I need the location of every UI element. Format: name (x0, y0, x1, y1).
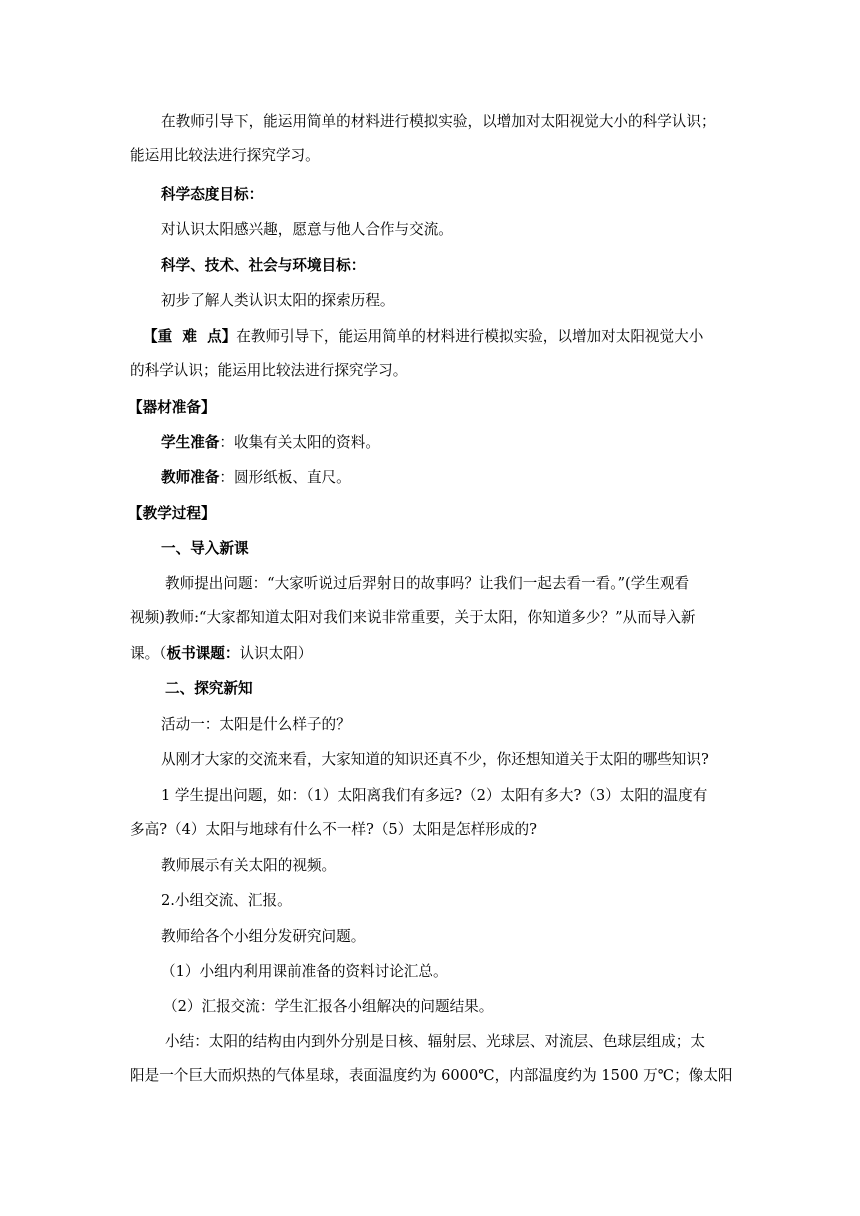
intro-line-2: 视频)教师:“大家都知道太阳对我们来说非常重要，关于太阳，你知道多少？”从而导入新 (130, 609, 696, 626)
intro-line-3 (130, 644, 312, 664)
step2-line: 2.小组交流、汇报。 (161, 892, 292, 909)
intro-line-1: 教师提出问题：“大家听说过后羿射日的故事吗？让我们一起去看一看。”(学生观看 (165, 575, 690, 592)
section1-heading: 一、导入新课 (161, 540, 249, 557)
sub-item-2: （2）汇报交流：学生汇报各小组解决的问题结果。 (163, 998, 494, 1015)
student-prep-line (161, 433, 380, 453)
attitude-text: 对认识太阳感兴趣，愿意与他人合作与交流。 (161, 221, 453, 238)
summary-line-1: 小结：太阳的结构由内到外分别是日核、辐射层、光球层、对流层、色球层组成；太 (165, 1033, 705, 1050)
activity1-title: 活动一：太阳是什么样子的？ (161, 716, 351, 733)
board-title-label: 板书课题： (166, 645, 240, 662)
sts-text: 初步了解人类认识太阳的探索历程。 (161, 292, 395, 309)
student-prep-text: ：收集有关太阳的资料。 (219, 434, 380, 451)
keypoint-line-1 (143, 327, 703, 347)
video-line: 教师展示有关太阳的视频。 (161, 857, 337, 874)
process-heading: 【教学过程】 (128, 505, 216, 522)
summary-line-2: 阳是一个巨大而炽热的气体星球，表面温度约为 6000℃，内部温度约为 1500 万℃；像太阳 (130, 1067, 733, 1084)
materials-heading: 【器材准备】 (128, 399, 216, 416)
objective-paragraph-line-2: 能运用比较法进行探究学习。 (130, 147, 320, 164)
keypoint-line-2: 的科学认识；能运用比较法进行探究学习。 (130, 362, 408, 379)
keypoint-label: 【重 难 点】 (143, 328, 237, 345)
sub-item-1: （1）小组内利用课前准备的资料讨论汇总。 (161, 963, 448, 980)
student-prep-label: 学生准备 (161, 434, 220, 451)
intro-line-3-start: 课。（ (130, 645, 167, 662)
teacher-prep-line (161, 468, 351, 488)
step1-line-1: 1 学生提出问题，如：（1）太阳离我们有多远?（2）太阳有多大?（3）太阳的温度有 (161, 787, 708, 804)
attitude-heading: 科学态度目标： (161, 186, 264, 203)
sts-heading: 科学、技术、社会与环境目标： (161, 257, 366, 274)
teacher-prep-label: 教师准备 (161, 469, 220, 486)
section2-heading: 二、探究新知 (165, 680, 253, 697)
objective-paragraph-line-1: 在教师引导下，能运用简单的材料进行模拟实验，以增加对太阳视觉大小的科学认识； (161, 113, 716, 130)
intro-line-3-end: 认识太阳） (239, 645, 313, 662)
keypoint-text-1: 在教师引导下，能运用简单的材料进行模拟实验，以增加对太阳视觉大小 (236, 328, 704, 345)
teacher-prep-text: ：圆形纸板、直尺。 (219, 469, 351, 486)
distribute-line: 教师给各个小组分发研究问题。 (161, 928, 366, 945)
question-line: 从刚才大家的交流来看，大家知道的知识还真不少，你还想知道关于太阳的哪些知识? (161, 751, 709, 768)
step1-line-2: 多高?（4）太阳与地球有什么不一样?（5）太阳是怎样形成的? (130, 821, 537, 838)
